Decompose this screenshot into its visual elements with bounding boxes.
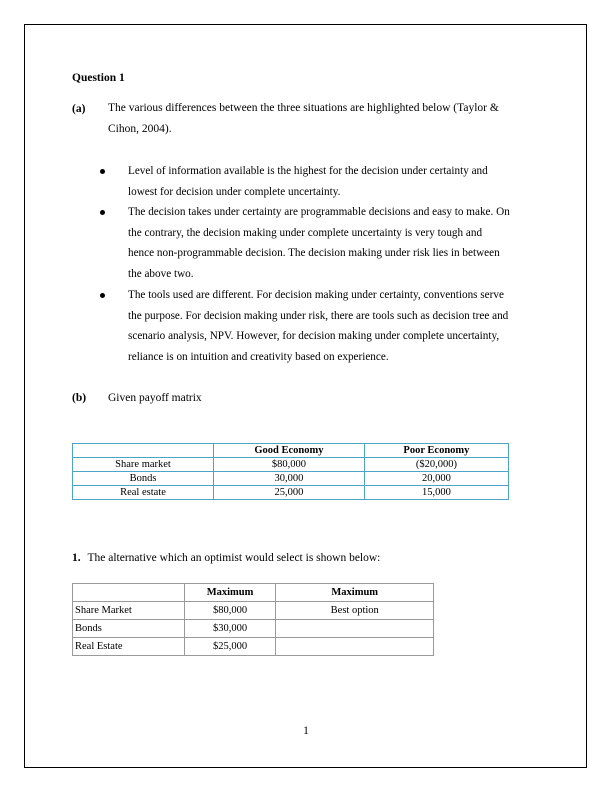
bullet-icon [100, 169, 105, 174]
bullet-item-3 [128, 285, 540, 367]
bullet-line: the above two. [128, 267, 194, 280]
bullet-line: scenario analysis, NPV. However, for decision making under complete uncertainty, [128, 330, 500, 342]
bullet-line: Level of information available is the highest for the decision under certainty and [128, 165, 488, 177]
table-cell: 20,000 [364, 472, 508, 486]
table-cell: $80,000 [214, 458, 365, 472]
table-cell: 25,000 [214, 486, 365, 500]
table-header-cell: Poor Economy [364, 444, 508, 458]
table-cell [276, 638, 434, 656]
bullet-icon [100, 293, 105, 298]
table-cell: $25,000 [184, 638, 276, 656]
bullet-item-1 [128, 161, 540, 202]
item-1-text: The alternative which an optimist would select is shown below: [87, 552, 381, 564]
table-cell: Share Market [73, 602, 185, 620]
bullet-line: reliance is on intuition and creativity based on experience. [128, 350, 389, 363]
table-cell: Bonds [73, 620, 185, 638]
part-a-intro [108, 98, 499, 139]
bullet-line: hence non-programmable decision. The decision making under risk lies in between [128, 247, 500, 259]
table-row [73, 486, 509, 500]
part-a-intro-line-1: The various differences between the three situations are highlighted below (Taylor & [108, 102, 499, 114]
part-b-label: (b) [72, 392, 87, 404]
table-cell: Real Estate [73, 638, 185, 656]
question-heading: Question 1 [72, 72, 125, 84]
optimist-table [72, 583, 434, 656]
table-cell: ($20,000) [364, 458, 508, 472]
table-row [73, 458, 509, 472]
table-cell: 30,000 [214, 472, 365, 486]
table-header-row [73, 584, 434, 602]
table-row [73, 602, 434, 620]
part-a-label: (a) [72, 103, 86, 115]
table-cell: Best option [276, 602, 434, 620]
bullet-icon [100, 210, 105, 215]
table-cell: Bonds [73, 472, 214, 486]
bullet-line: The tools used are different. For decision making under certainty, conventions serve [128, 289, 504, 301]
bullet-line: The decision takes under certainty are programmable decisions and easy to make. On [128, 206, 510, 218]
table-row [73, 472, 509, 486]
bullet-line: the contrary, the decision making under complete uncertainty is very tough and [128, 226, 483, 239]
item-1-number: 1. [72, 552, 81, 564]
bullet-item-2 [128, 202, 540, 284]
table-row [73, 638, 434, 656]
table-header-cell: Good Economy [214, 444, 365, 458]
table-header-row [73, 444, 509, 458]
table-cell: $30,000 [184, 620, 276, 638]
table-cell [276, 620, 434, 638]
table-cell: Share market [73, 458, 214, 472]
table-header-cell: Maximum [276, 584, 434, 602]
table-cell: 15,000 [364, 486, 508, 500]
table-header-cell: Maximum [184, 584, 276, 602]
page-number: 1 [303, 725, 309, 737]
table-row [73, 620, 434, 638]
part-a-intro-line-2: Cihon, 2004). [108, 122, 172, 135]
part-b-text: Given payoff matrix [108, 392, 202, 404]
bullet-line: lowest for decision under complete uncertainty. [128, 185, 341, 198]
table-cell: $80,000 [184, 602, 276, 620]
table-cell: Real estate [73, 486, 214, 500]
table-header-cell [73, 584, 185, 602]
item-1 [72, 548, 380, 569]
payoff-matrix-table [72, 443, 509, 500]
table-header-cell [73, 444, 214, 458]
bullet-line: the purpose. For decision making under risk, there are tools such as decision tree and [128, 309, 509, 322]
